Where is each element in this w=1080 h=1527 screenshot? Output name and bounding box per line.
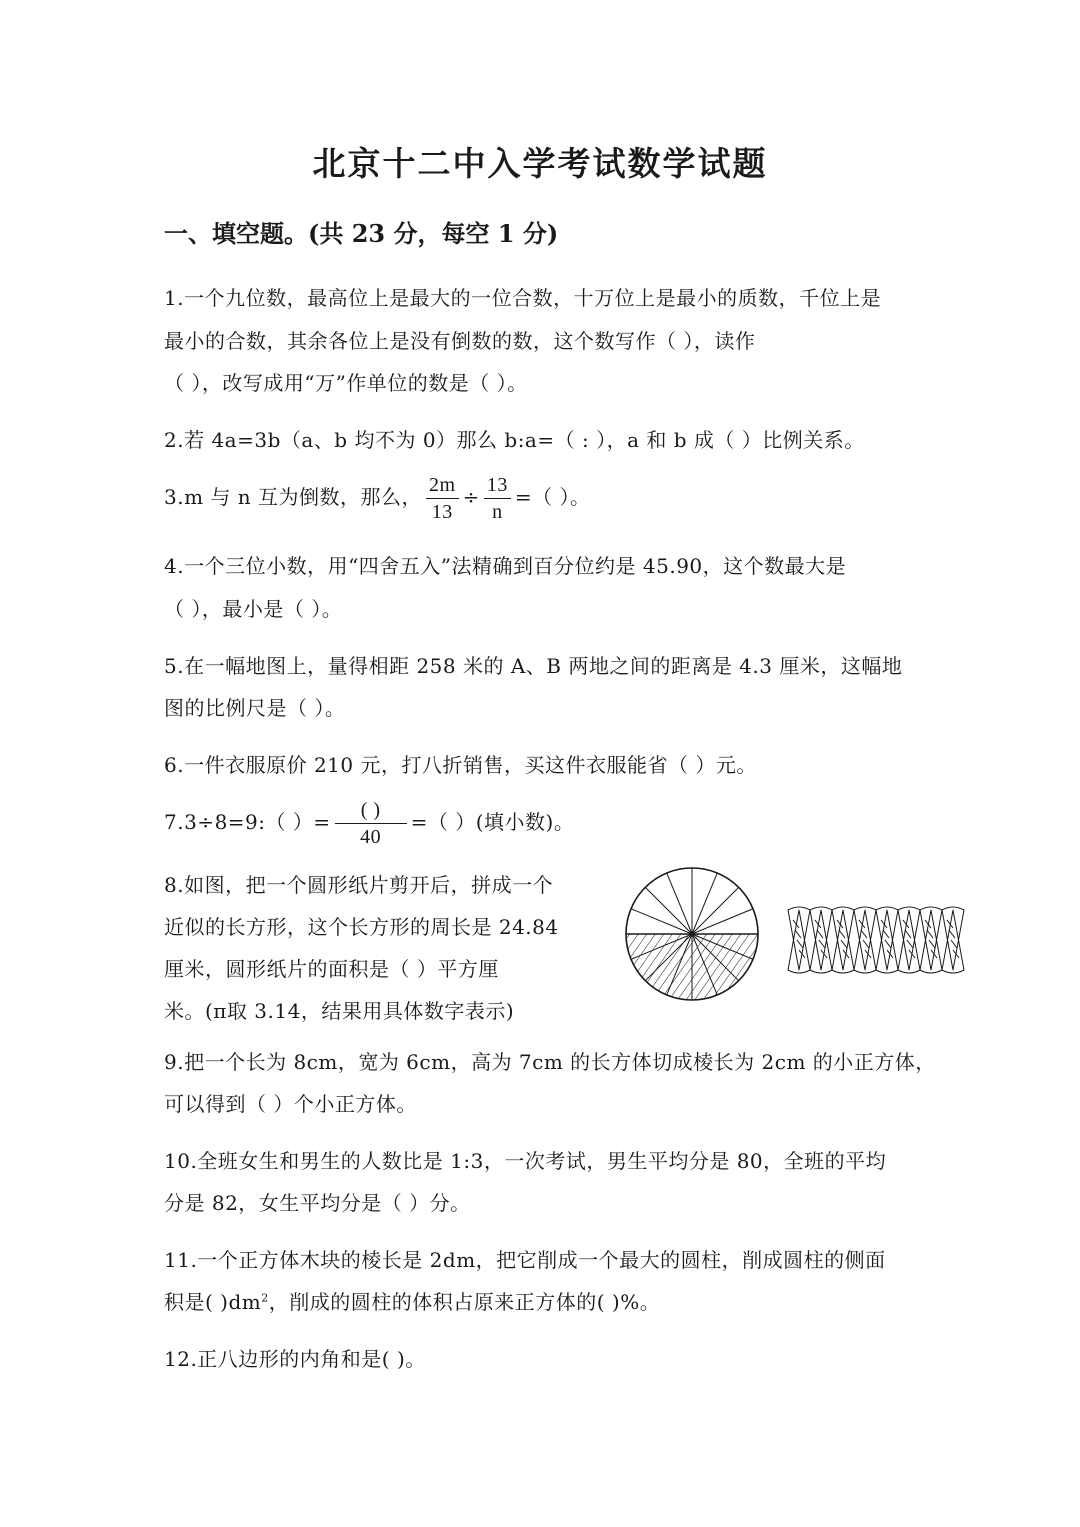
question-8-line-3: 厘米，圆形纸片的面积是（ ）平方厘 (164, 957, 499, 981)
wedge-piece (920, 910, 942, 973)
wedge-piece (788, 910, 810, 973)
hatch-line (839, 930, 845, 938)
wedge-piece-hatched (898, 907, 920, 970)
question-8-line-4: 米。(π取 3.14，结果用具体数字表示) (164, 999, 515, 1023)
question-12: 12.正八边形的内角和是( )。 (164, 1347, 426, 1371)
hatch-line (949, 930, 955, 938)
question-5-line-2: 图的比例尺是（ ）。 (164, 696, 346, 720)
approximate-rectangle-figure (786, 906, 968, 976)
wedge-piece-hatched (942, 907, 964, 970)
wedge-piece (942, 910, 964, 973)
wedge-piece (810, 910, 832, 973)
wedge-piece (832, 910, 854, 973)
question-7 (164, 797, 574, 850)
fraction-numerator: ( ) (335, 797, 407, 824)
question-6: 6.一件衣服原价 210 元，打八折销售，买这件衣服能省（ ）元。 (164, 753, 757, 777)
circle-sectors-figure (620, 862, 765, 1007)
fraction-2m-over-13 (426, 472, 459, 525)
fraction-13-over-n (484, 472, 511, 525)
question-11-line-2 (164, 1286, 660, 1315)
question-11-line-2-a: 积是( )dm (164, 1290, 262, 1314)
hatch-line (885, 940, 891, 948)
question-5-line-1: 5.在一幅地图上，量得相距 258 米的 A、B 两地之间的距离是 4.3 厘米，这幅地 (164, 654, 903, 678)
fraction-numerator: 13 (484, 472, 511, 499)
question-8-line-1: 8.如图，把一个圆形纸片剪开后，拼成一个 (164, 873, 554, 897)
wedge-piece-hatched (920, 907, 942, 970)
question-3-prefix: 3.m 与 n 互为倒数，那么， (164, 485, 422, 509)
hatch-line (817, 930, 823, 938)
fraction-denominator: 13 (431, 501, 453, 523)
wedge-piece-hatched (832, 907, 854, 970)
wedge-piece (854, 910, 876, 973)
fraction-blank-over-40 (335, 797, 407, 850)
question-4-line-1: 4.一个三位小数，用“四舍五入”法精确到百分位约是 45.90，这个数最大是 (164, 554, 847, 578)
question-1-line-1: 1.一个九位数，最高位上是最大的一位合数，十万位上是最小的质数，千位上是 (164, 286, 882, 310)
wedge-piece-hatched (788, 907, 810, 970)
question-9-line-2: 可以得到（ ）个小正方体。 (164, 1092, 417, 1116)
wedge-piece-hatched (876, 907, 898, 970)
hatch-line (905, 930, 911, 938)
hatch-line (797, 940, 803, 948)
question-11-line-1: 11.一个正方体木块的棱长是 2dm，把它削成一个最大的圆柱，削成圆柱的侧面 (164, 1248, 886, 1272)
question-1-line-2: 最小的合数，其余各位上是没有倒数的数，这个数写作（ ），读作 (164, 329, 756, 353)
hatch-line (795, 930, 801, 938)
question-8-line-2: 近似的长方形，这个长方形的周长是 24.84 (164, 915, 559, 939)
wedge-piece (876, 910, 898, 973)
question-3 (164, 472, 590, 525)
hatch-line (929, 940, 935, 948)
page-title: 北京十二中入学考试数学试题 (312, 144, 768, 183)
section-heading: 一、填空题。(共 23 分，每空 1 分) (164, 219, 559, 248)
question-9-line-1: 9.把一个长为 8cm，宽为 6cm，高为 7cm 的长方体切成棱长为 2cm 的小正方体， (164, 1050, 936, 1074)
wedge-piece (898, 910, 920, 973)
question-10-line-1: 10.全班女生和男生的人数比是 1:3，一次考试，男生平均分是 80，全班的平均 (164, 1149, 887, 1173)
fraction-denominator: 40 (360, 826, 382, 848)
hatch-line (927, 930, 933, 938)
hatch-line (883, 930, 889, 938)
question-1-line-3: （ ），改写成用“万”作单位的数是（ ）。 (164, 371, 528, 395)
question-11-line-2-b: ，削成的圆柱的体积占原来正方体的( )%。 (268, 1290, 661, 1314)
square-exponent: 2 (261, 1291, 269, 1305)
hatch-line (841, 940, 847, 948)
hatch-line (951, 940, 957, 948)
question-10-line-2: 分是 82，女生平均分是（ ）分。 (164, 1191, 471, 1215)
question-4-line-2: （ ），最小是（ ）。 (164, 597, 343, 621)
question-7-prefix: 7.3÷8=9:（ ）= (164, 810, 331, 834)
question-3-suffix: =（ ）。 (514, 485, 591, 509)
divide-operator: ÷ (462, 485, 480, 509)
hatch-line (861, 930, 867, 938)
fraction-numerator: 2m (426, 472, 459, 499)
fraction-denominator: n (492, 501, 503, 523)
hatch-line (907, 940, 913, 948)
hatch-line (863, 940, 869, 948)
question-2: 2.若 4a=3b（a、b 均不为 0）那么 b:a=（ : ），a 和 b 成（ ）比例关系。 (164, 428, 865, 452)
wedge-piece-hatched (854, 907, 876, 970)
hatch-line (819, 940, 825, 948)
wedge-piece-hatched (810, 907, 832, 970)
question-7-suffix: =（ ）(填小数)。 (410, 810, 575, 834)
